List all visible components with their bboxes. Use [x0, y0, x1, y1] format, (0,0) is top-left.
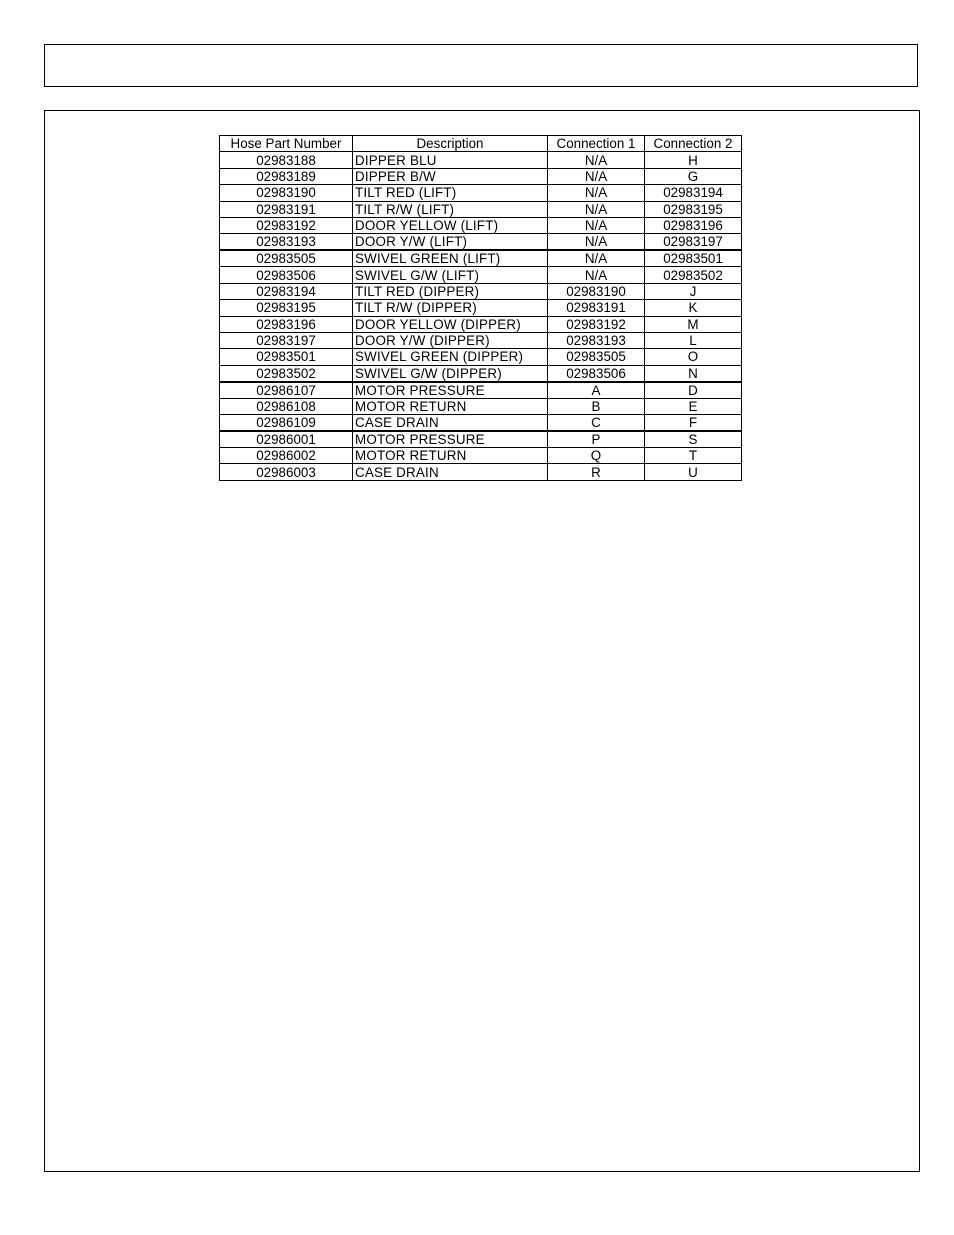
connection-1-cell: 02983193: [548, 332, 645, 348]
table-row: [220, 316, 742, 332]
connection-1-cell: N/A: [548, 152, 645, 168]
connection-1-cell: N/A: [548, 234, 645, 251]
hose-part-number-cell: 02983197: [220, 332, 353, 348]
description-cell: DIPPER BLU: [353, 152, 548, 168]
page-header-box: [44, 44, 918, 87]
hose-part-number-cell: 02986003: [220, 464, 353, 480]
connection-1-cell: 02983506: [548, 365, 645, 382]
hose-part-number-cell: 02986107: [220, 382, 353, 399]
connection-2-cell: F: [645, 415, 742, 432]
description-cell: MOTOR RETURN: [353, 398, 548, 414]
connection-2-cell: 02983196: [645, 217, 742, 233]
table-row: [220, 431, 742, 448]
connection-1-cell: Q: [548, 448, 645, 464]
connection-2-cell: K: [645, 300, 742, 316]
connection-1-cell: 02983192: [548, 316, 645, 332]
hose-part-number-cell: 02986001: [220, 431, 353, 448]
connection-2-cell: E: [645, 398, 742, 414]
connection-2-cell: N: [645, 365, 742, 382]
table-row: [220, 201, 742, 217]
hose-part-number-cell: 02986108: [220, 398, 353, 414]
table-row: [220, 448, 742, 464]
hose-part-number-cell: 02983188: [220, 152, 353, 168]
description-cell: SWIVEL GREEN (DIPPER): [353, 349, 548, 365]
connection-2-cell: 02983194: [645, 185, 742, 201]
table-body: [220, 152, 742, 480]
connection-1-cell: R: [548, 464, 645, 480]
description-cell: TILT R/W (DIPPER): [353, 300, 548, 316]
hose-part-number-cell: 02983196: [220, 316, 353, 332]
table-row: [220, 398, 742, 414]
description-cell: DIPPER B/W: [353, 168, 548, 184]
connection-2-cell: L: [645, 332, 742, 348]
description-cell: CASE DRAIN: [353, 415, 548, 432]
header-hose-part-number: Hose Part Number: [220, 136, 353, 152]
connection-2-cell: S: [645, 431, 742, 448]
connection-2-cell: 02983501: [645, 250, 742, 267]
table-row: [220, 300, 742, 316]
connection-2-cell: D: [645, 382, 742, 399]
connection-1-cell: N/A: [548, 217, 645, 233]
table-row: [220, 464, 742, 480]
hose-part-number-cell: 02983191: [220, 201, 353, 217]
connection-1-cell: N/A: [548, 267, 645, 283]
description-cell: MOTOR PRESSURE: [353, 382, 548, 399]
connection-2-cell: 02983195: [645, 201, 742, 217]
hose-part-number-cell: 02983189: [220, 168, 353, 184]
connection-2-cell: O: [645, 349, 742, 365]
hose-part-number-cell: 02986109: [220, 415, 353, 432]
connection-1-cell: 02983191: [548, 300, 645, 316]
table-row: [220, 365, 742, 382]
connection-2-cell: U: [645, 464, 742, 480]
connection-1-cell: A: [548, 382, 645, 399]
table-row: [220, 267, 742, 283]
header-description: Description: [353, 136, 548, 152]
description-cell: TILT RED (LIFT): [353, 185, 548, 201]
connection-2-cell: M: [645, 316, 742, 332]
table-row: [220, 283, 742, 299]
connection-1-cell: C: [548, 415, 645, 432]
hose-part-number-cell: 02983506: [220, 267, 353, 283]
description-cell: MOTOR PRESSURE: [353, 431, 548, 448]
connection-1-cell: N/A: [548, 250, 645, 267]
connection-2-cell: J: [645, 283, 742, 299]
connection-2-cell: 02983197: [645, 234, 742, 251]
connection-2-cell: 02983502: [645, 267, 742, 283]
connection-1-cell: P: [548, 431, 645, 448]
description-cell: CASE DRAIN: [353, 464, 548, 480]
description-cell: DOOR Y/W (DIPPER): [353, 332, 548, 348]
connection-1-cell: 02983505: [548, 349, 645, 365]
table-row: [220, 168, 742, 184]
table-row: [220, 217, 742, 233]
description-cell: DOOR YELLOW (LIFT): [353, 217, 548, 233]
connection-1-cell: N/A: [548, 168, 645, 184]
hose-table-wrapper: [219, 135, 742, 481]
table-header-row: [220, 136, 742, 152]
connection-2-cell: G: [645, 168, 742, 184]
connection-1-cell: B: [548, 398, 645, 414]
connection-1-cell: 02983190: [548, 283, 645, 299]
hose-connection-table: [219, 135, 742, 481]
description-cell: SWIVEL G/W (DIPPER): [353, 365, 548, 382]
table-row: [220, 415, 742, 432]
hose-part-number-cell: 02983190: [220, 185, 353, 201]
connection-1-cell: N/A: [548, 201, 645, 217]
hose-part-number-cell: 02983505: [220, 250, 353, 267]
description-cell: SWIVEL G/W (LIFT): [353, 267, 548, 283]
table-row: [220, 250, 742, 267]
connection-2-cell: T: [645, 448, 742, 464]
description-cell: DOOR Y/W (LIFT): [353, 234, 548, 251]
hose-part-number-cell: 02983502: [220, 365, 353, 382]
table-row: [220, 152, 742, 168]
description-cell: SWIVEL GREEN (LIFT): [353, 250, 548, 267]
hose-part-number-cell: 02983194: [220, 283, 353, 299]
connection-2-cell: H: [645, 152, 742, 168]
connection-1-cell: N/A: [548, 185, 645, 201]
table-row: [220, 349, 742, 365]
description-cell: MOTOR RETURN: [353, 448, 548, 464]
hose-part-number-cell: 02986002: [220, 448, 353, 464]
header-connection-2: Connection 2: [645, 136, 742, 152]
header-connection-1: Connection 1: [548, 136, 645, 152]
description-cell: TILT RED (DIPPER): [353, 283, 548, 299]
table-row: [220, 382, 742, 399]
description-cell: DOOR YELLOW (DIPPER): [353, 316, 548, 332]
table-row: [220, 234, 742, 251]
hose-part-number-cell: 02983501: [220, 349, 353, 365]
table-row: [220, 332, 742, 348]
table-row: [220, 185, 742, 201]
hose-part-number-cell: 02983195: [220, 300, 353, 316]
hose-part-number-cell: 02983192: [220, 217, 353, 233]
description-cell: TILT R/W (LIFT): [353, 201, 548, 217]
hose-part-number-cell: 02983193: [220, 234, 353, 251]
